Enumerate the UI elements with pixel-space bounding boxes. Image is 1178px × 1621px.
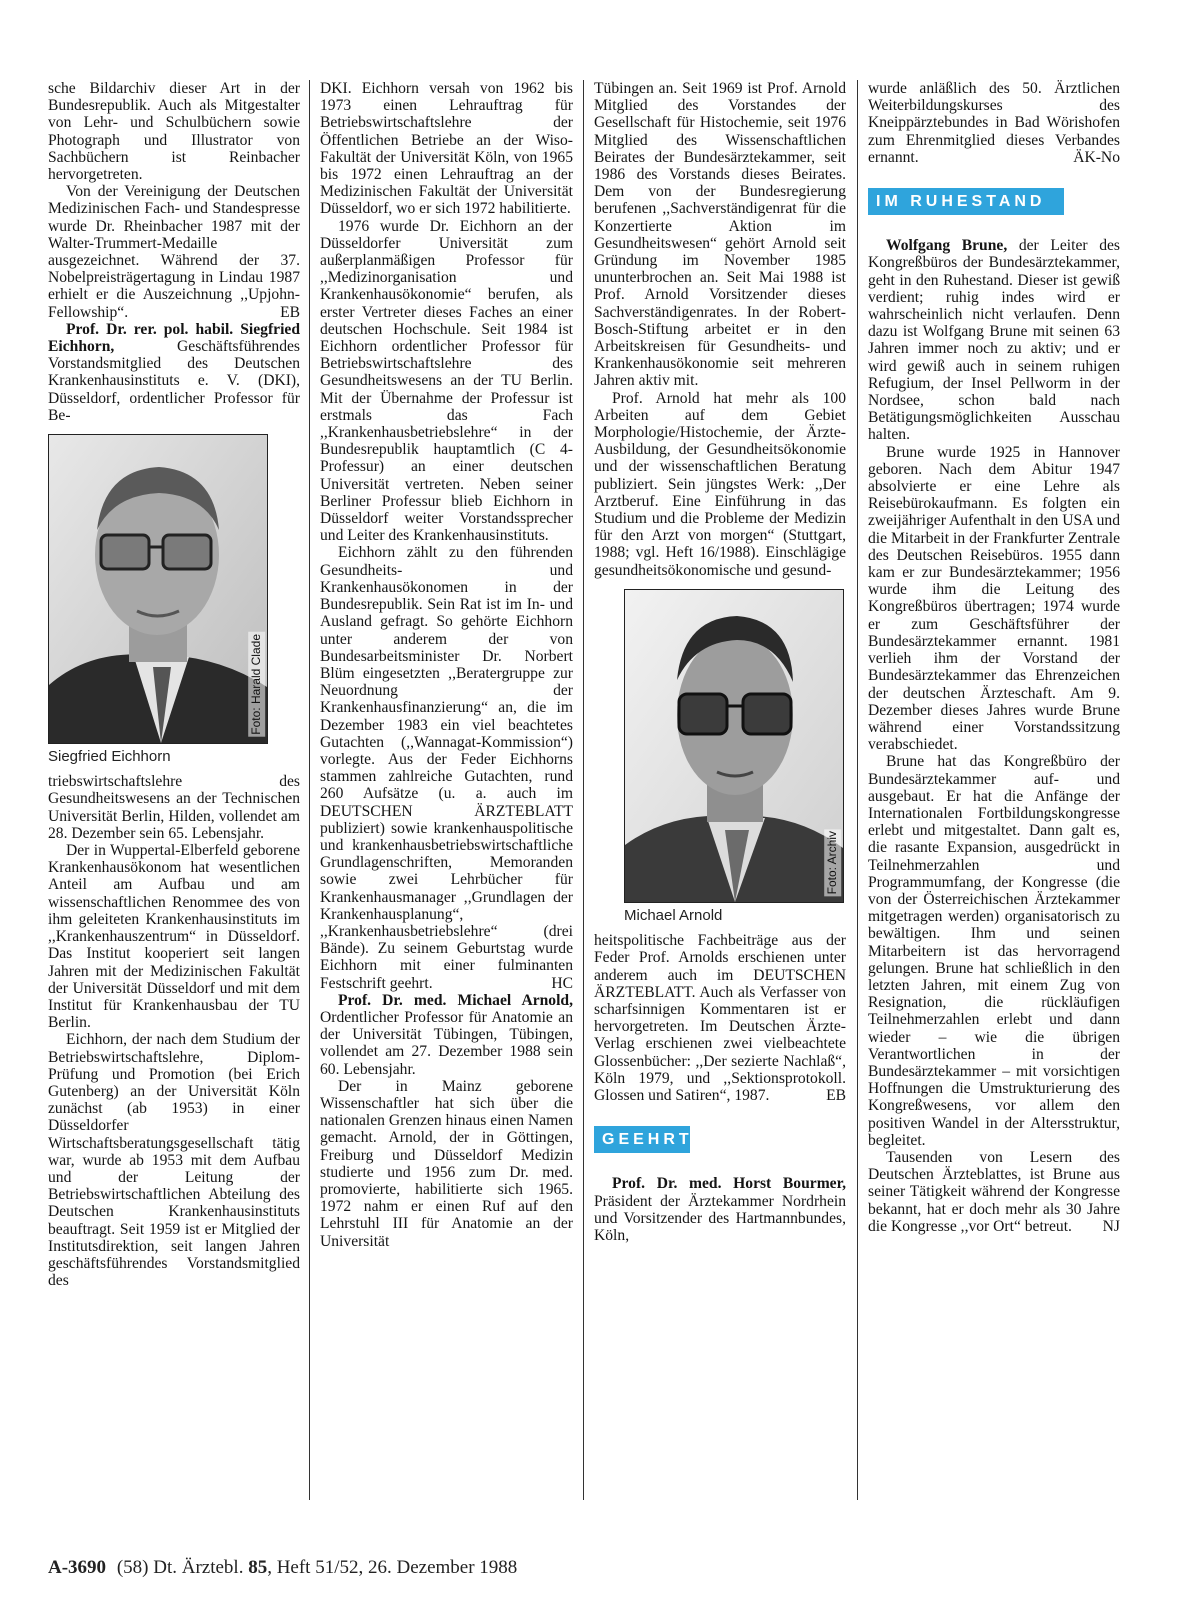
page-number: A-3690 — [48, 1557, 107, 1578]
paragraph-text: Von der Vereinigung der Deutschen Medizinischen Fach- und Standespresse wurde Dr. Rheinbacher 1987 mit der Walter-Trummert-Medaille ausgezeichnet. Während der 37. Nobelpreisträgertagung in Lindau 1987 erhielt er die Auszeichnung ,,Upjohn-Fellowship“. — [48, 183, 300, 321]
person-name: Prof. Dr. med. Horst Bourmer, — [612, 1175, 846, 1193]
person-name: Prof. Dr. rer. pol. habil. Siegfried Eichhorn, — [48, 320, 300, 356]
paragraph-text: Ordentlicher Professor für Anatomie an der Universität Tübingen, Tübingen, vollendet am 27. Dezember 1988 sein 60. Lebensjahr. — [320, 1008, 573, 1078]
paragraph — [868, 80, 1120, 166]
photo-caption: Michael Arnold — [624, 906, 723, 924]
paragraph-text: wurde anläßlich des 50. Ärztlichen Weiterbildungskurses des Kneippärztebundes in Bad Wörishofen zum Ehrenmitglied dieses Verbandes ernannt. — [868, 80, 1120, 166]
section-heading-geehrt: GEEHRT — [594, 1126, 690, 1153]
paragraph-text: Präsident der Ärztekammer Nordrhein und Vorsitzender des Hartmannbundes, Köln, — [594, 1192, 846, 1244]
issue-prefix: (58) Dt. Ärztebl. — [116, 1557, 244, 1578]
paragraph — [594, 1175, 846, 1244]
photo-caption: Siegfried Eichhorn — [48, 748, 171, 766]
page-footer — [48, 1557, 517, 1579]
paragraph: Der in Wuppertal-Elberfeld geborene Krankenhausökonom hat wesentlichen Anteil am Aufbau und am wissenschaftlichen Renommee des von ihm geleiteten Krankenhausinstituts im ,,Krankenhauszentrum“ in Düsseldorf. Das Institut kooperiert seit langen Jahren mit der Medizinischen Fakultät der Universität Düsseldorf und mit dem Institut für Krankenhausbau der TU Berlin. — [48, 842, 300, 1032]
eichhorn-portrait-photo — [48, 434, 268, 744]
eichhorn-photo-block — [48, 434, 300, 765]
volume-number: 85 — [248, 1557, 268, 1578]
column-2 — [320, 80, 573, 1250]
paragraph: Brune wurde 1925 in Hannover geboren. Nach dem Abitur 1947 absolvierte er eine Lehre als Reisebürokaufmann. Es folgten ein zweijähriger Aufenthalt in den USA und die Mitarbeit in der Frankfurter Zentrale des Deutschen Reisebüros. 1955 dann kam er zur Bundesärztekammer; 1956 wurde ihm die Leitung des Kongreßbüros übertragen; 1974 wurde er zum Geschäftsführer der Bundesärztekammer ernannt. 1981 verlieh ihm der Vorstand der Bundesärztekammer das Ehrenzeichen der deutschen Ärzteschaft. Am 9. Dezember dieses Jahres wurde Brune während einer Vorstandssitzung verabschiedet. — [868, 443, 1120, 754]
author-signature: ÄK-No — [1073, 148, 1120, 166]
author-signature: HC — [551, 974, 573, 992]
paragraph-text: Eichhorn zählt zu den führenden Gesundheits- und Krankenhausökonomen in der Bundesrepublik. Sein Rat ist im In- und Ausland gefragt. So gehörte Eichhorn unter anderem der von Bundesarbeitsminister Dr. Norbert Blüm eingesetzten ,,Beratergruppe zur Neuordnung der Krankenhausfinanzierung“ an, die im Dezember 1983 ein viel beachtetes Gutachten (,,Wannagat-Kommission“) vorlegte. Aus der Feder Eichhorns stammen zahlreiche Gutachten, rund 260 Aufsätze (u. a. auch im DEUTSCHEN ÄRZTEBLATT publiziert) sowie krankenhauspolitische und krankenhausbetriebswirtschaftliche Grundlagenschriften, Memoranden sowie zwei Lehrbücher für Krankenhausmanager ,,Grundlagen der Krankenhausplanung“, ,,Krankenhausbetriebslehre“ (drei Bände). Zu seinem Geburtstag wurde Eichhorn mit einer fulminanten Festschrift geehrt. — [320, 544, 573, 992]
paragraph-text: heitspolitische Fachbeiträge aus der Feder Prof. Arnolds erschienen unter anderem auch im DEUTSCHEN ÄRZTEBLATT. Auch als Verfasser von scharfsinnigen Kommentaren ist er hervorgetreten. Im Deutschen Ärzte-Verlag erschienen zwei vielbeachtete Glossenbücher: ,,Der sezierte Nachlaß“, Köln 1979, und ,,Sektionsprotokoll. Glossen und Satiren“, 1987. — [594, 932, 846, 1104]
paragraph: sche Bildarchiv dieser Art in der Bundesrepublik. Auch als Mitgestalter von Lehr- und Schulbüchern sowie Photograph und Illustrator von Sachbüchern ist Reinbacher hervorgetreten. — [48, 80, 300, 184]
column-4 — [868, 80, 1120, 1235]
paragraph — [594, 932, 846, 1104]
photo-credit: Foto: Archiv — [824, 829, 841, 896]
column-3 — [594, 80, 846, 1244]
author-signature: NJ — [1102, 1217, 1120, 1235]
section-heading-im-ruhestand: IM RUHESTAND — [868, 188, 1064, 215]
arnold-photo-block — [624, 589, 846, 924]
column-1 — [48, 80, 300, 1289]
column-divider — [309, 80, 310, 1500]
portrait-image — [49, 435, 267, 743]
arnold-portrait-photo — [624, 589, 844, 903]
photo-credit: Foto: Harald Clade — [248, 632, 265, 737]
paragraph: Der in Mainz geborene Wissenschaftler hat sich über die nationalen Grenzen hinaus einen Namen gemacht. Arnold, der in Göttingen, Freiburg und Düsseldorf Medizin studierte und 1956 zum Dr. med. promovierte, habilitierte sich 1965. 1972 nahm er einen Ruf auf den Lehrstuhl III für Anatomie an der Universität — [320, 1077, 573, 1250]
paragraph — [868, 237, 1120, 443]
portrait-image — [625, 590, 843, 902]
paragraph: triebswirtschaftslehre des Gesundheitswesens an der Technischen Universität Berlin, Hilden, vollendet am 28. Dezember sein 65. Lebensjahr. — [48, 773, 300, 842]
paragraph-text: Tausenden von Lesern des Deutschen Ärzteblattes, ist Brune aus seiner Tätigkeit während der Kongresse bekannt, hat er doch mehr als 30 Jahre die Kongresse ,,vor Ort“ betreut. — [868, 1148, 1120, 1235]
paragraph: Eichhorn, der nach dem Studium der Betriebswirtschaftslehre, Diplom-Prüfung und Promotion (bei Erich Gutenberg) an der Universität Köln zunächst (ab 1953) in einer Düsseldorfer Wirtschaftsberatungsgesellschaft tätig war, wurde ab 1953 mit dem Aufbau und der Leitung der Betriebswirtschaftlichen Abteilung des Deutschen Krankenhausinstituts beauftragt. Seit 1959 ist er Mitglied der Institutsdirektion, seit langen Jahren geschäftsführendes Vorstandsmitglied des — [48, 1031, 300, 1290]
paragraph — [868, 1149, 1120, 1235]
paragraph — [320, 544, 573, 991]
paragraph-text: der Leiter des Kongreßbüros der Bundesärztekammer, geht in den Ruhestand. Dieser ist gewiß verdient; ruhig indes wird er wahrscheinlich nicht verlaufen. Denn dazu ist Wolfgang Brune mit seinen 63 Jahren immer noch zu aktiv; und er wird gewiß auch in seinem ruhigen Refugium, der Insel Pellworm in der Nordsee, schon bald nach Betätigungsmöglichkeiten Ausschau halten. — [868, 237, 1120, 444]
person-name: Prof. Dr. med. Michael Arnold, — [338, 991, 573, 1009]
paragraph — [48, 183, 300, 321]
paragraph — [48, 321, 300, 424]
paragraph: Tübingen an. Seit 1969 ist Prof. Arnold Mitglied des Vorstandes der Gesellschaft für Histochemie, seit 1976 Mitglied des Wissenschaftlichen Beirates der Bundesärztekammer, seit 1986 des Vorstands dieses Beirates. Dem von der Bundesregierung berufenen ,,Sachverständigenrat für die Konzertierte Aktion im Gesundheitswesen“ gehört Arnold seit Gründung im November 1985 ununterbrochen an. Seit Mai 1988 ist Prof. Arnold Vorsitzender dieses Sachverständigenrates. In der Robert-Bosch-Stiftung arbeitet er in den Arbeitskreisen für Gesundheits- und Krankenhausökonomie seit mehreren Jahren aktiv mit. — [594, 80, 846, 390]
column-divider — [857, 80, 858, 1500]
paragraph: Prof. Arnold hat mehr als 100 Arbeiten auf dem Gebiet Morphologie/Histochemie, der Ärzte-Ausbildung, der Gesundheitsökonomie und der wissenschaftlichen Beratung publiziert. Sein jüngstes Werk: ,,Der Arztberuf. Eine Einführung in das Studium und die Probleme der Medizin für den Arzt von morgen“ (Stuttgart, 1988; vgl. Heft 16/1988). Einschlägige gesundheitsökonomische und gesund- — [594, 389, 846, 579]
paragraph: 1976 wurde Dr. Eichhorn an der Düsseldorfer Universität zum außerplanmäßigen Professor für ,,Medizinorganisation und Krankenhausökonomie“ berufen, als erster Vertreter dieses Faches an einer deutschen Hochschule. Seit 1984 ist Eichhorn ordentlicher Professor für Betriebswirtschaftslehre des Gesundheitswesens an der TU Berlin. Mit der Übernahme der Professur ist erstmals das Fach ,,Krankenhausbetriebslehre“ in der Bundesrepublik hauptamtlich (C 4-Professur) an einer deutschen Universität vertreten. Neben seiner Berliner Professur blieb Eichhorn in Düsseldorf weiter Vorstandssprecher und Leiter des Krankenhausinstituts. — [320, 217, 573, 545]
person-name: Wolfgang Brune, — [886, 237, 1008, 255]
issue-suffix: , Heft 51/52, 26. Dezember 1988 — [267, 1557, 518, 1578]
author-signature: EB — [280, 303, 300, 321]
paragraph: DKI. Eichhorn versah von 1962 bis 1973 einen Lehrauftrag für Betriebswirtschaftslehre der Öffentlichen Betriebe an der Wiso-Fakultät der Universität Köln, von 1965 bis 1972 einen Lehrauftrag an der Medizinischen Fakultät der Universität Düsseldorf, wo er sich 1972 habilitierte. — [320, 80, 573, 218]
author-signature: EB — [826, 1086, 846, 1104]
paragraph-text: Geschäftsführendes Vorstandsmitglied des Deutschen Krankenhausinstituts e. V. (DKI), Düsseldorf, ordentlicher Professor für Be- — [48, 338, 300, 424]
paragraph — [320, 992, 573, 1078]
paragraph: Brune hat das Kongreßbüro der Bundesärztekammer auf- und ausgebaut. Er hat die Anfänge der Internationalen Fortbildungskongresse erlebt und mitgestaltet. Dann galt es, die rasante Expansion, ausgedrückt in Teilnehmerzahlen und Programmumfang, der Kongresse (die von der Österreichischen Ärztekammer mitgetragen werden) organisatorisch zu bewältigen. Ihm und seinen Mitarbeitern ist das hervorragend gelungen. Brune hat schließlich in den letzten Jahren, mit einem Zug von Resignation, die rückläufigen Teilnehmerzahlen erlebt und dann wieder – wie die übrigen Verantwortlichen in der Bundesärztekammer – mit vorsichtigen Hoffnungen die Umstrukturierung des Kongreßwesens, vor allem den positiven Wandel in der Altersstruktur, begleitet. — [868, 753, 1120, 1149]
column-divider — [583, 80, 584, 1500]
